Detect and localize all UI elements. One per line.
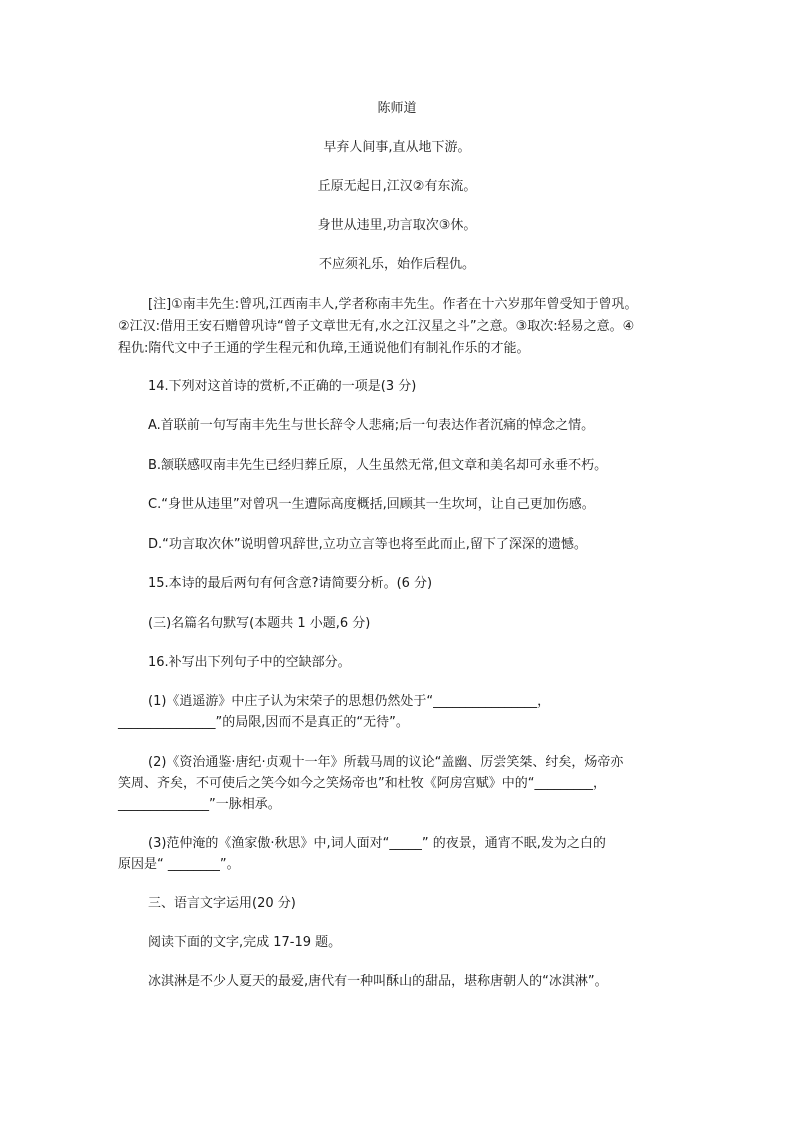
poem-line-4: 不应须礼乐，始作后程仇。 xyxy=(318,257,475,272)
q16-item-2-line-1: (2)《资治通鉴·唐纪·贞观十一年》所载马周的议论“盖幽、厉尝笑桀、纣矣，炀帝亦 xyxy=(148,755,624,770)
poem-author: 陈师道 xyxy=(377,101,417,116)
poem-line-2: 丘原无起日,江汉②有东流。 xyxy=(317,179,477,194)
q16-item-3-line-2: 原因是“ ________”。 xyxy=(118,857,240,872)
part-3-text: 冰淇淋是不少人夏天的最爱,唐代有一种叫酥山的甜品，堪称唐朝人的“冰淇淋”。 xyxy=(148,974,608,989)
q14-option-a: A.首联前一句写南丰先生与世长辞令人悲痛;后一句表达作者沉痛的悼念之情。 xyxy=(148,418,595,433)
part-3-heading: 三、语言文字运用(20 分) xyxy=(148,896,296,911)
part-3-instruction: 阅读下面的文字,完成 17-19 题。 xyxy=(148,935,342,950)
q15-stem: 15.本诗的最后两句有何含意?请简要分析。(6 分) xyxy=(148,576,433,591)
q16-item-2-line-2: 笑周、齐矣，不可使后之笑今如今之笑炀帝也”和杜牧《阿房宫赋》中的“_________， xyxy=(118,776,606,791)
q14-option-b: B.颔联感叹南丰先生已经归葬丘原，人生虽然无常,但文章和美名却可永垂不朽。 xyxy=(148,458,608,473)
poem-line-3: 身世从违里,功言取次③休。 xyxy=(317,218,477,233)
q16-item-2-line-3: ______________”一脉相承。 xyxy=(118,797,281,812)
q16-item-1-line-1: (1)《逍遥游》中庄子认为宋荣子的思想仍然处于“________________， xyxy=(148,694,551,709)
note-line-3: 程仇:隋代文中子王通的学生程元和仇璋,王通说他们有制礼作乐的才能。 xyxy=(118,341,530,356)
q14-option-c: C.“身世从违里”对曾巩一生遭际高度概括,回顾其一生坎坷，让自己更加伤感。 xyxy=(148,497,595,512)
section-3-heading: (三)名篇名句默写(本题共 1 小题,6 分) xyxy=(148,616,371,631)
q16-stem: 16.补写出下列句子中的空缺部分。 xyxy=(148,655,351,670)
q16-item-1-line-2: _______________”的局限,因而不是真正的“无待”。 xyxy=(118,715,409,730)
poem-line-1: 早弃人间事,直从地下游。 xyxy=(323,140,471,155)
note-line-1: [注]①南丰先生:曾巩,江西南丰人,学者称南丰先生。作者在十六岁那年曾受知于曾巩。 xyxy=(148,297,638,312)
q14-stem: 14.下列对这首诗的赏析,不正确的一项是(3 分) xyxy=(148,379,417,394)
note-line-2: ②江汉:借用王安石赠曾巩诗“曾子文章世无有,水之江汉星之斗”之意。③取次:轻易之意。④ xyxy=(118,319,635,334)
q16-item-3-line-1: (3)范仲淹的《渔家傲·秋思》中,词人面对“_____” 的夜景，通宵不眠,发为之白的 xyxy=(148,836,606,851)
q14-option-d: D.“功言取次休”说明曾巩辞世,立功立言等也将至此而止,留下了深深的遗憾。 xyxy=(148,537,587,552)
